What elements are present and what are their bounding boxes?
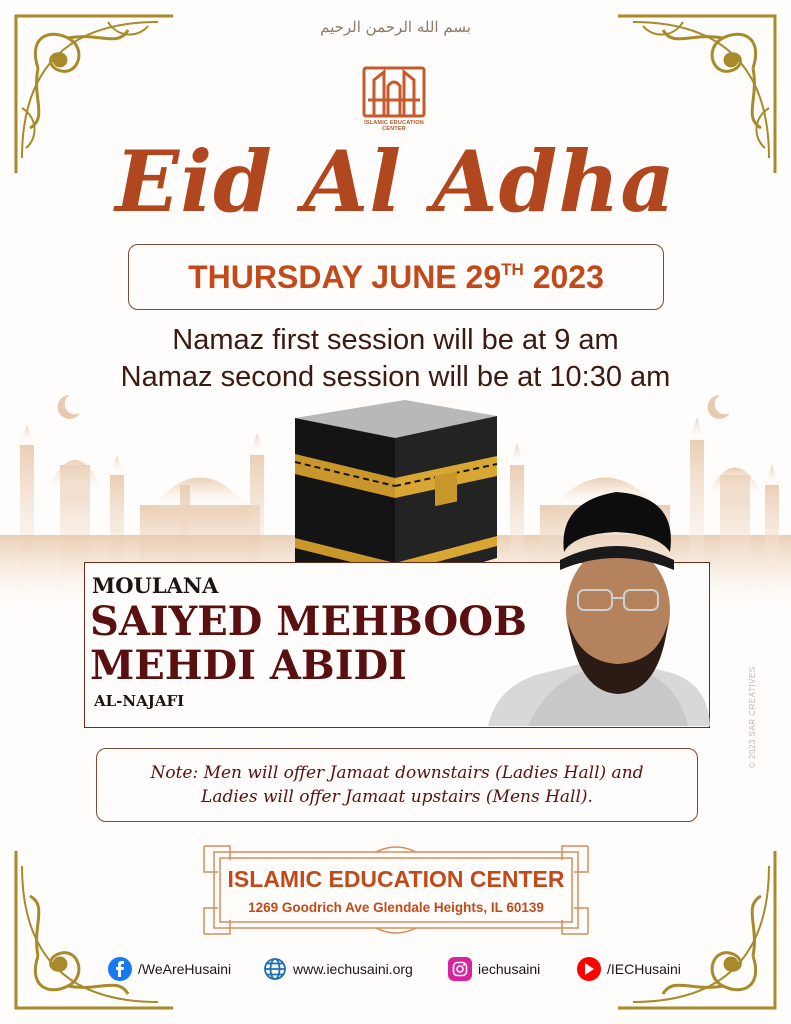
- session-first: Namaz first session will be at 9 am: [172, 324, 619, 356]
- social-youtube-label: /IECHusaini: [607, 961, 681, 977]
- center-name: ISLAMIC EDUCATION CENTER: [227, 866, 565, 892]
- design-credit-text: © 2023 SAR CREATIVES: [748, 666, 757, 768]
- note-line-2: Ladies will offer Jamaat upstairs (Mens Hall).: [201, 787, 593, 807]
- session-second: Namaz second session will be at 10:30 am: [120, 361, 671, 393]
- bismillah-calligraphy: بسم الله الرحمن الرحيم: [320, 18, 471, 36]
- event-date: [188, 259, 604, 296]
- event-date-year: 2023: [523, 258, 604, 295]
- social-website-label: www.iechusaini.org: [293, 961, 413, 977]
- event-date-suffix: TH: [501, 259, 524, 279]
- social-youtube[interactable]: [577, 955, 681, 983]
- social-facebook-label: /WeAreHusaini: [138, 961, 232, 977]
- social-instagram[interactable]: [448, 955, 540, 983]
- speaker-honorific: MOULANA: [92, 573, 219, 598]
- speaker-suffix: AL-NAJAFI: [94, 692, 185, 710]
- social-website[interactable]: [263, 955, 413, 983]
- event-date-day: THURSDAY JUNE 29: [188, 258, 502, 295]
- center-address: 1269 Goodrich Ave Glendale Heights, IL 60139: [248, 900, 544, 915]
- globe-icon: [263, 957, 287, 981]
- speaker-name-line-1: SAIYED MEHBOOB: [90, 598, 527, 645]
- event-date-box: [128, 244, 664, 310]
- instagram-icon: [448, 957, 472, 981]
- speaker-name-line-2: MEHDI ABIDI: [90, 642, 407, 689]
- logo-caption: ISLAMIC EDUCATION CENTER: [364, 120, 424, 132]
- note-box: [96, 748, 698, 822]
- facebook-icon: [108, 957, 132, 981]
- social-instagram-label: iechusaini: [478, 961, 541, 977]
- design-credit: [740, 640, 760, 770]
- social-facebook[interactable]: [108, 955, 231, 983]
- corner-ornament-bottom-left: [8, 846, 178, 1016]
- corner-ornament-bottom-right: [613, 846, 783, 1016]
- note-line-1: Note: Men will offer Jamaat downstairs (Ladies Hall) and: [150, 763, 644, 783]
- speaker-portrait: [488, 482, 710, 726]
- youtube-icon: [577, 957, 601, 981]
- event-title: Eid Al Adha: [115, 132, 676, 231]
